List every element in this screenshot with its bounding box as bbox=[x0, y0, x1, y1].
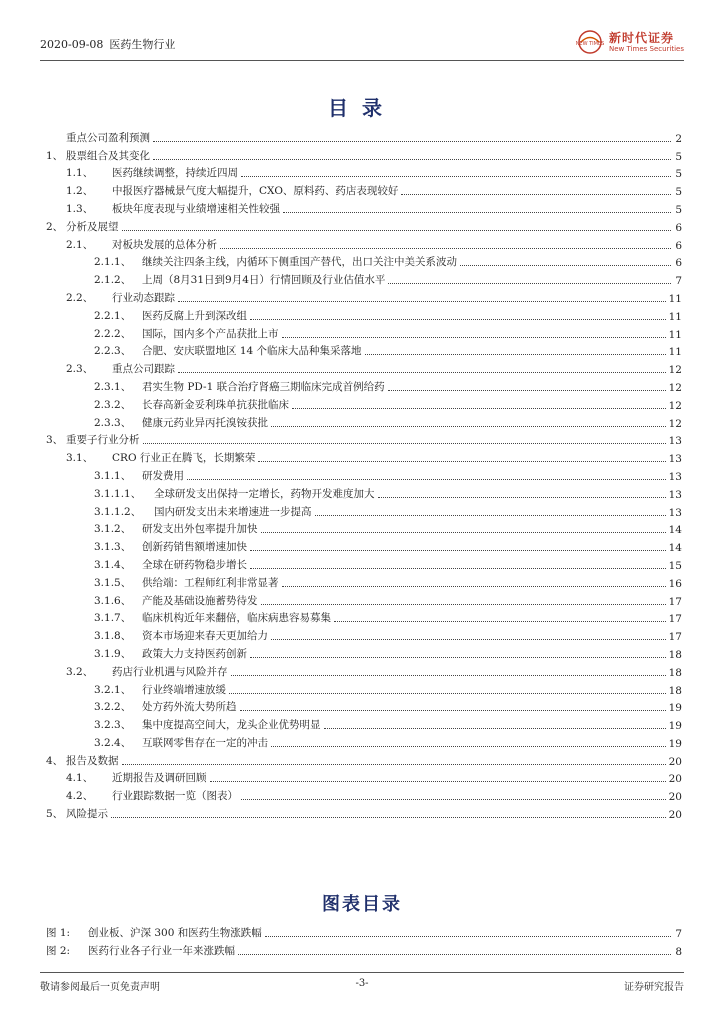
entry-page: 18 bbox=[668, 666, 682, 679]
dot-leader bbox=[388, 283, 671, 284]
entry-page: 12 bbox=[668, 399, 682, 412]
entry-number: 3.1.1.2、 bbox=[94, 505, 142, 518]
entry-number: 3.1.2、 bbox=[94, 523, 132, 536]
dot-leader bbox=[210, 781, 666, 782]
toc-entry[interactable] bbox=[46, 394, 682, 412]
disclaimer-note: 敬请参阅最后一页免责声明 bbox=[40, 982, 160, 993]
toc-entry[interactable] bbox=[46, 198, 682, 216]
dot-leader bbox=[111, 817, 666, 818]
entry-page: 18 bbox=[668, 648, 682, 661]
entry-text: 资本市场迎来春天更加给力 bbox=[142, 630, 268, 643]
toc-entry[interactable] bbox=[46, 750, 682, 768]
toc-entry[interactable] bbox=[46, 180, 682, 198]
entry-text: 创业板、沪深 300 和医药生物涨跌幅 bbox=[88, 926, 262, 939]
toc-entry[interactable] bbox=[46, 519, 682, 537]
toc-entry[interactable] bbox=[46, 661, 682, 679]
entry-page: 13 bbox=[668, 453, 682, 466]
dot-leader bbox=[241, 176, 671, 177]
table-of-contents bbox=[46, 127, 682, 821]
toc-entry[interactable] bbox=[46, 269, 682, 287]
entry-text: 中报医疗器械景气度大幅提升，CXO、原料药、药店表现较好 bbox=[112, 185, 399, 198]
entry-number: 2.1.2、 bbox=[94, 274, 132, 287]
toc-entry[interactable] bbox=[46, 625, 682, 643]
entry-page: 5 bbox=[675, 186, 682, 199]
toc-entry[interactable] bbox=[46, 714, 682, 732]
entry-number: 3.2.1、 bbox=[94, 683, 132, 696]
toc-entry[interactable] bbox=[46, 358, 682, 376]
entry-page: 19 bbox=[668, 720, 682, 733]
dot-leader bbox=[388, 390, 666, 391]
entry-number: 3.1.9、 bbox=[94, 647, 132, 660]
dot-leader bbox=[250, 568, 666, 569]
report-type: 证券研究报告 bbox=[624, 982, 684, 993]
entry-page: 20 bbox=[668, 773, 682, 786]
entry-page: 6 bbox=[675, 257, 682, 270]
entry-text: 行业跟踪数据一览（图表） bbox=[112, 790, 238, 803]
entry-text: 创新药销售额增速加快 bbox=[142, 541, 247, 554]
entry-page: 11 bbox=[668, 346, 682, 359]
dot-leader bbox=[250, 657, 666, 658]
entry-page: 13 bbox=[668, 470, 682, 483]
toc-entry[interactable] bbox=[46, 145, 682, 163]
dot-leader bbox=[271, 426, 666, 427]
entry-number: 图 1: bbox=[46, 926, 71, 939]
entry-text: 长春高新金妥利珠单抗获批临床 bbox=[142, 398, 289, 411]
dot-leader bbox=[178, 301, 666, 302]
entry-text: 对板块发展的总体分析 bbox=[112, 238, 217, 251]
entry-number: 2.3.2、 bbox=[94, 398, 132, 411]
entry-text: 供给端：工程师红利非常显著 bbox=[142, 576, 279, 589]
toc-entry[interactable] bbox=[46, 216, 682, 234]
toc-entry[interactable] bbox=[46, 554, 682, 572]
entry-page: 14 bbox=[668, 542, 682, 555]
entry-page: 7 bbox=[675, 275, 682, 288]
entry-number: 4.1、 bbox=[66, 772, 94, 785]
toc-entry[interactable] bbox=[46, 127, 682, 145]
entry-number: 1、 bbox=[46, 149, 64, 162]
entry-page: 17 bbox=[668, 613, 682, 626]
entry-number: 3.2.4、 bbox=[94, 736, 132, 749]
entry-text: 国际，国内多个产品获批上市 bbox=[142, 327, 279, 340]
entry-number: 1.3、 bbox=[66, 202, 94, 215]
logo-en: New Times Securities bbox=[609, 44, 684, 53]
entry-number: 3.1.5、 bbox=[94, 576, 132, 589]
entry-number: 2.2.2、 bbox=[94, 327, 132, 340]
entry-number: 2.2、 bbox=[66, 291, 94, 304]
dot-leader bbox=[271, 746, 666, 747]
toc-entry[interactable] bbox=[46, 447, 682, 465]
toc-entry[interactable] bbox=[46, 234, 682, 252]
entry-page: 11 bbox=[668, 310, 682, 323]
entry-text: 国内研发支出未来增速进一步提高 bbox=[154, 505, 312, 518]
report-date: 2020-09-08 bbox=[40, 38, 104, 51]
entry-page: 13 bbox=[668, 435, 682, 448]
entry-text: 药店行业机遇与风险并存 bbox=[112, 665, 228, 678]
entry-number: 3.1、 bbox=[66, 452, 94, 465]
dot-leader bbox=[250, 550, 666, 551]
toc-entry[interactable] bbox=[46, 572, 682, 590]
entry-text: 风险提示 bbox=[66, 808, 108, 821]
dot-leader bbox=[324, 728, 666, 729]
entry-page: 12 bbox=[668, 381, 682, 394]
entry-text: 合肥、安庆联盟地区 14 个临床大品种集采落地 bbox=[142, 345, 362, 358]
dot-leader bbox=[122, 230, 672, 231]
entry-text: 产能及基础设施蓄势待发 bbox=[142, 594, 258, 607]
dot-leader bbox=[282, 586, 666, 587]
figure-entry[interactable] bbox=[46, 940, 682, 958]
entry-page: 18 bbox=[668, 684, 682, 697]
entry-text: 健康元药业异丙托溴铵获批 bbox=[142, 416, 268, 429]
entry-number: 3.1.4、 bbox=[94, 558, 132, 571]
header-divider bbox=[40, 60, 684, 61]
toc-entry[interactable] bbox=[46, 163, 682, 181]
entry-number: 3.2.2、 bbox=[94, 701, 132, 714]
dot-leader bbox=[229, 693, 666, 694]
entry-text: 医药行业各子行业一年来涨跌幅 bbox=[88, 944, 235, 957]
toc-entry[interactable] bbox=[46, 679, 682, 697]
toc-entry[interactable] bbox=[46, 287, 682, 305]
entry-number: 4、 bbox=[46, 754, 64, 767]
dot-leader bbox=[401, 194, 671, 195]
dot-leader bbox=[315, 515, 666, 516]
entry-text: CRO 行业正在腾飞，长期繁荣 bbox=[112, 452, 256, 465]
entry-text: 互联网零售存在一定的冲击 bbox=[142, 736, 268, 749]
entry-page: 14 bbox=[668, 524, 682, 537]
entry-page: 5 bbox=[675, 203, 682, 216]
page-number: -3- bbox=[355, 978, 369, 989]
entry-page: 17 bbox=[668, 631, 682, 644]
entry-text: 分析及展望 bbox=[66, 220, 119, 233]
entry-number: 2.2.3、 bbox=[94, 345, 132, 358]
toc-entry[interactable] bbox=[46, 697, 682, 715]
entry-text: 医药继续调整，持续近四周 bbox=[112, 167, 238, 180]
dot-leader bbox=[231, 675, 666, 676]
entry-text: 重点公司跟踪 bbox=[112, 363, 175, 376]
dot-leader bbox=[122, 764, 666, 765]
entry-text: 上周（8月31日到9月4日）行情回顾及行业估值水平 bbox=[142, 274, 386, 287]
dot-leader bbox=[460, 265, 671, 266]
entry-text: 行业终端增速放缓 bbox=[142, 683, 226, 696]
toc-entry[interactable] bbox=[46, 536, 682, 554]
entry-number: 5、 bbox=[46, 808, 64, 821]
entry-number: 2.3.1、 bbox=[94, 380, 132, 393]
entry-number: 3、 bbox=[46, 434, 64, 447]
entry-text: 板块年度表现与业绩增速相关性较强 bbox=[112, 202, 280, 215]
dot-leader bbox=[250, 319, 666, 320]
toc-entry[interactable] bbox=[46, 252, 682, 270]
entry-text: 重要子行业分析 bbox=[66, 434, 140, 447]
toc-entry[interactable] bbox=[46, 323, 682, 341]
entry-number: 3.1.8、 bbox=[94, 630, 132, 643]
entry-text: 重点公司盈利预测 bbox=[66, 131, 150, 144]
dot-leader bbox=[178, 372, 666, 373]
entry-text: 研发费用 bbox=[142, 469, 184, 482]
entry-text: 全球研发支出保持一定增长，药物开发难度加大 bbox=[154, 487, 375, 500]
entry-page: 13 bbox=[668, 506, 682, 519]
toc-title: 目录 bbox=[328, 96, 396, 120]
dot-leader bbox=[240, 710, 666, 711]
entry-page: 8 bbox=[675, 945, 682, 958]
entry-page: 20 bbox=[668, 755, 682, 768]
entry-number: 3.1.1、 bbox=[94, 469, 132, 482]
entry-page: 20 bbox=[668, 791, 682, 804]
dot-leader bbox=[282, 337, 666, 338]
entry-text: 临床机构近年来翻倍，临床病患容易募集 bbox=[142, 612, 331, 625]
entry-text: 继续关注四条主线，内循环下侧重国产替代，出口关注中美关系波动 bbox=[142, 256, 457, 269]
entry-text: 股票组合及其变化 bbox=[66, 149, 150, 162]
dot-leader bbox=[334, 621, 666, 622]
dot-leader bbox=[153, 159, 671, 160]
toc-entry[interactable] bbox=[46, 483, 682, 501]
entry-page: 13 bbox=[668, 488, 682, 501]
entry-text: 报告及数据 bbox=[66, 754, 119, 767]
entry-number: 2.1、 bbox=[66, 238, 94, 251]
entry-page: 20 bbox=[668, 809, 682, 822]
entry-text: 近期报告及调研回顾 bbox=[112, 772, 207, 785]
entry-number: 2.2.1、 bbox=[94, 309, 132, 322]
industry-name: 医药生物行业 bbox=[109, 38, 176, 51]
entry-page: 11 bbox=[668, 328, 682, 341]
entry-number: 3.1.1.1、 bbox=[94, 487, 142, 500]
dot-leader bbox=[378, 497, 666, 498]
entry-number: 3.2.3、 bbox=[94, 719, 132, 732]
entry-page: 19 bbox=[668, 737, 682, 750]
dot-leader bbox=[238, 954, 671, 955]
entry-page: 7 bbox=[675, 927, 682, 940]
logo-mark-icon bbox=[575, 29, 605, 55]
dot-leader bbox=[292, 408, 666, 409]
entry-page: 16 bbox=[668, 577, 682, 590]
dot-leader bbox=[220, 248, 671, 249]
toc-entry[interactable] bbox=[46, 643, 682, 661]
logo-cn: 新时代证券 bbox=[609, 30, 675, 45]
entry-page: 19 bbox=[668, 702, 682, 715]
dot-leader bbox=[187, 479, 666, 480]
entry-number: 2.3、 bbox=[66, 363, 94, 376]
entry-number: 2.1.1、 bbox=[94, 256, 132, 269]
dot-leader bbox=[265, 936, 671, 937]
company-logo bbox=[575, 28, 684, 56]
entry-page: 6 bbox=[675, 221, 682, 234]
toc-entry[interactable] bbox=[46, 376, 682, 394]
dot-leader bbox=[143, 443, 666, 444]
dot-leader bbox=[271, 639, 666, 640]
toc-entry[interactable] bbox=[46, 732, 682, 750]
entry-number: 1.1、 bbox=[66, 167, 94, 180]
entry-number: 2、 bbox=[46, 220, 64, 233]
entry-page: 12 bbox=[668, 364, 682, 377]
toc-entry[interactable] bbox=[46, 785, 682, 803]
toc-entry[interactable] bbox=[46, 412, 682, 430]
toc-entry[interactable] bbox=[46, 608, 682, 626]
figure-list bbox=[46, 922, 682, 958]
entry-page: 2 bbox=[675, 132, 682, 145]
toc-entry[interactable] bbox=[46, 803, 682, 821]
entry-page: 12 bbox=[668, 417, 682, 430]
entry-number: 3.1.6、 bbox=[94, 594, 132, 607]
entry-page: 11 bbox=[668, 292, 682, 305]
toc-entry[interactable] bbox=[46, 341, 682, 359]
entry-text: 处方药外流大势所趋 bbox=[142, 701, 237, 714]
logo-mark-text: NEW TIMES bbox=[575, 41, 605, 47]
dot-leader bbox=[261, 604, 666, 605]
entry-number: 2.3.3、 bbox=[94, 416, 132, 429]
entry-page: 17 bbox=[668, 595, 682, 608]
dot-leader bbox=[258, 461, 665, 462]
entry-number: 图 2: bbox=[46, 944, 71, 957]
toc-entry[interactable] bbox=[46, 768, 682, 786]
toc-entry[interactable] bbox=[46, 430, 682, 448]
entry-text: 全球在研药物稳步增长 bbox=[142, 558, 247, 571]
entry-text: 君实生物 PD-1 联合治疗肾癌三期临床完成首例给药 bbox=[142, 380, 385, 393]
footer-divider bbox=[40, 972, 684, 973]
entry-text: 政策大力支持医药创新 bbox=[142, 647, 247, 660]
entry-page: 6 bbox=[675, 239, 682, 252]
page-header bbox=[40, 28, 684, 58]
entry-page: 5 bbox=[675, 150, 682, 163]
dot-leader bbox=[365, 354, 666, 355]
toc-entry[interactable] bbox=[46, 305, 682, 323]
entry-number: 1.2、 bbox=[66, 185, 94, 198]
entry-text: 集中度提高空间大，龙头企业优势明显 bbox=[142, 719, 321, 732]
entry-page: 15 bbox=[668, 559, 682, 572]
dot-leader bbox=[153, 141, 671, 142]
dot-leader bbox=[261, 532, 666, 533]
entry-number: 3.1.7、 bbox=[94, 612, 132, 625]
toc-entry[interactable] bbox=[46, 501, 682, 519]
entry-number: 3.1.3、 bbox=[94, 541, 132, 554]
entry-text: 研发支出外包率提升加快 bbox=[142, 523, 258, 536]
entry-text: 医药反腐上升到深改组 bbox=[142, 309, 247, 322]
toc-entry[interactable] bbox=[46, 590, 682, 608]
toc-entry[interactable] bbox=[46, 465, 682, 483]
entry-page: 5 bbox=[675, 168, 682, 181]
header-info bbox=[40, 36, 175, 52]
figure-list-title: 图表目录 bbox=[322, 894, 402, 915]
figure-entry[interactable] bbox=[46, 922, 682, 940]
entry-number: 4.2、 bbox=[66, 790, 94, 803]
entry-number: 3.2、 bbox=[66, 665, 94, 678]
dot-leader bbox=[241, 799, 666, 800]
dot-leader bbox=[283, 212, 671, 213]
entry-text: 行业动态跟踪 bbox=[112, 291, 175, 304]
